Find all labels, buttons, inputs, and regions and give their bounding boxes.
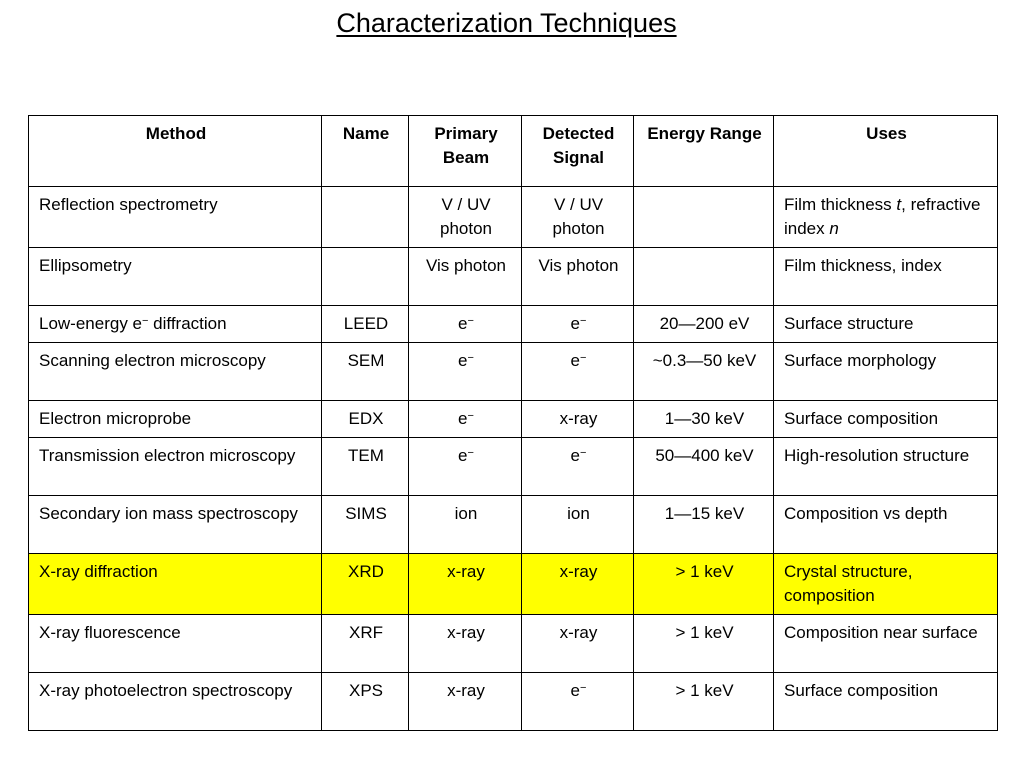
cell-primary-beam — [409, 343, 522, 401]
table-row — [29, 306, 998, 343]
header-uses: Uses — [774, 116, 998, 187]
minus-superscript: − — [580, 315, 587, 327]
cell-detected-signal — [522, 438, 634, 496]
cell-primary-beam: x-ray — [409, 554, 522, 615]
header-method: Method — [29, 116, 322, 187]
cell-primary-beam — [409, 401, 522, 438]
minus-superscript: − — [467, 352, 474, 364]
cell-name: SEM — [322, 343, 409, 401]
cell-method: Reflection spectrometry — [29, 187, 322, 248]
cell-name — [322, 187, 409, 248]
cell-name — [322, 248, 409, 306]
table-row — [29, 401, 998, 438]
cell-uses — [774, 187, 998, 248]
cell-detected-signal: ion — [522, 496, 634, 554]
cell-method: Ellipsometry — [29, 248, 322, 306]
minus-superscript: − — [467, 410, 474, 422]
cell-detected-signal: Vis photon — [522, 248, 634, 306]
beam-text: e — [458, 446, 468, 465]
cell-detected-signal: x-ray — [522, 401, 634, 438]
cell-method: Transmission electron microscopy — [29, 438, 322, 496]
minus-superscript: − — [580, 682, 587, 694]
cell-name: XRD — [322, 554, 409, 615]
cell-energy-range: ~0.3—50 keV — [634, 343, 774, 401]
cell-method: X-ray fluorescence — [29, 615, 322, 673]
table-row — [29, 615, 998, 673]
cell-name: TEM — [322, 438, 409, 496]
cell-primary-beam — [409, 438, 522, 496]
cell-detected-signal — [522, 673, 634, 731]
cell-energy-range: > 1 keV — [634, 673, 774, 731]
cell-primary-beam: V / UV photon — [409, 187, 522, 248]
cell-uses: Composition near surface — [774, 615, 998, 673]
cell-uses: High-resolution structure — [774, 438, 998, 496]
method-text: diffraction — [148, 314, 227, 333]
header-name: Name — [322, 116, 409, 187]
header-energy-range: Energy Range — [634, 116, 774, 187]
method-text: Low-energy e — [39, 314, 143, 333]
cell-detected-signal: V / UV photon — [522, 187, 634, 248]
cell-method: X-ray photoelectron spectroscopy — [29, 673, 322, 731]
minus-superscript: − — [580, 352, 587, 364]
beam-text: e — [458, 351, 468, 370]
table-row — [29, 496, 998, 554]
cell-detected-signal: x-ray — [522, 615, 634, 673]
table-row — [29, 343, 998, 401]
cell-detected-signal — [522, 306, 634, 343]
cell-energy-range: > 1 keV — [634, 554, 774, 615]
beam-text: e — [458, 409, 468, 428]
uses-symbol-t: t — [896, 195, 902, 214]
cell-uses: Surface composition — [774, 401, 998, 438]
cell-method: Scanning electron microscopy — [29, 343, 322, 401]
header-row — [29, 116, 998, 187]
table-row — [29, 248, 998, 306]
signal-text: e — [570, 314, 581, 333]
signal-text: e — [570, 446, 581, 465]
beam-text: e — [458, 314, 468, 333]
minus-superscript: − — [467, 447, 474, 459]
header-detected-signal: Detected Signal — [522, 116, 634, 187]
cell-energy-range: 1—15 keV — [634, 496, 774, 554]
minus-superscript: − — [142, 315, 149, 327]
cell-energy-range: 1—30 keV — [634, 401, 774, 438]
cell-uses: Surface composition — [774, 673, 998, 731]
uses-text: , refractive index — [784, 195, 981, 238]
cell-uses: Composition vs depth — [774, 496, 998, 554]
cell-name: XRF — [322, 615, 409, 673]
cell-detected-signal: x-ray — [522, 554, 634, 615]
table-row-highlighted — [29, 554, 998, 615]
page-title: Characterization Techniques — [336, 8, 677, 38]
cell-primary-beam: Vis photon — [409, 248, 522, 306]
signal-text: e — [570, 681, 581, 700]
minus-superscript: − — [580, 447, 587, 459]
table-row — [29, 187, 998, 248]
cell-uses: Film thickness, index — [774, 248, 998, 306]
cell-method — [29, 306, 322, 343]
cell-primary-beam: x-ray — [409, 673, 522, 731]
cell-energy-range — [634, 248, 774, 306]
cell-method: Secondary ion mass spectroscopy — [29, 496, 322, 554]
cell-uses: Surface structure — [774, 306, 998, 343]
uses-text: Film thickness — [784, 195, 897, 214]
cell-primary-beam: ion — [409, 496, 522, 554]
cell-uses: Crystal structure, composition — [774, 554, 998, 615]
cell-primary-beam — [409, 306, 522, 343]
cell-energy-range — [634, 187, 774, 248]
cell-name: LEED — [322, 306, 409, 343]
cell-name: SIMS — [322, 496, 409, 554]
table-row — [29, 438, 998, 496]
cell-method: Electron microprobe — [29, 401, 322, 438]
cell-name: EDX — [322, 401, 409, 438]
cell-energy-range: 50—400 keV — [634, 438, 774, 496]
cell-energy-range: 20—200 eV — [634, 306, 774, 343]
minus-superscript: − — [467, 315, 474, 327]
cell-detected-signal — [522, 343, 634, 401]
techniques-table — [28, 115, 998, 731]
cell-method: X-ray diffraction — [29, 554, 322, 615]
signal-text: e — [570, 351, 581, 370]
header-primary-beam: Primary Beam — [409, 116, 522, 187]
cell-name: XPS — [322, 673, 409, 731]
cell-energy-range: > 1 keV — [634, 615, 774, 673]
uses-symbol-n: n — [829, 219, 839, 238]
cell-primary-beam: x-ray — [409, 615, 522, 673]
cell-uses: Surface morphology — [774, 343, 998, 401]
table-row — [29, 673, 998, 731]
